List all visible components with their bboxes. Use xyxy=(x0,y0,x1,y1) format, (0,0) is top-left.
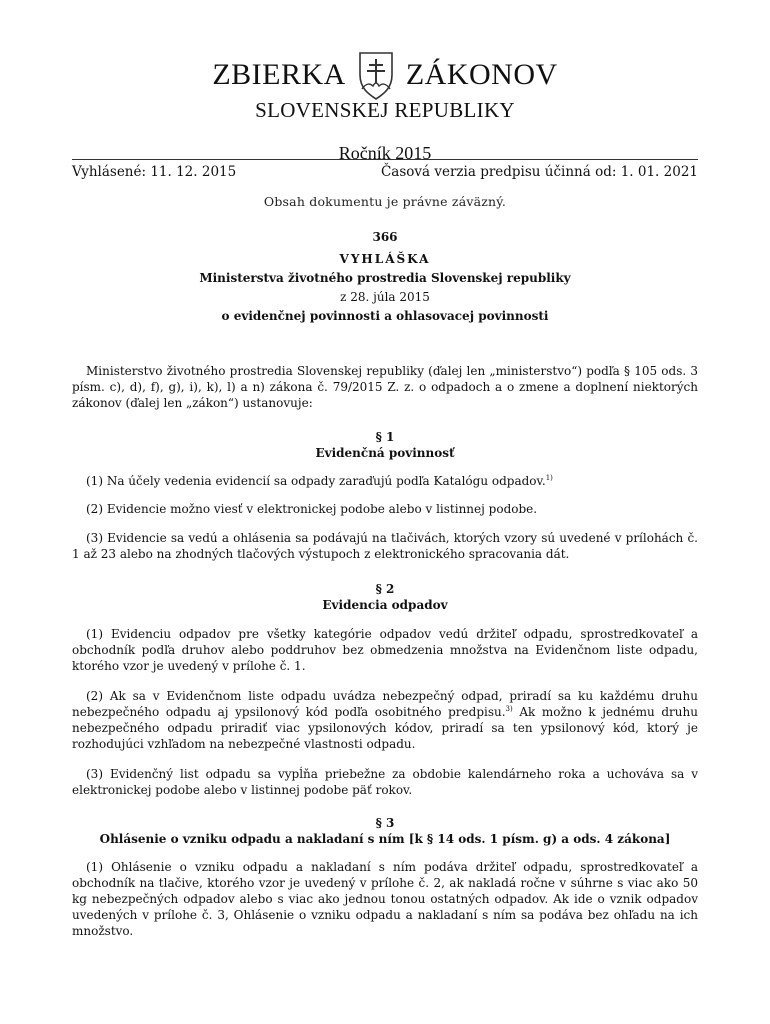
decree-title: o evidenčnej povinnosti a ohlasovacej povinnosti xyxy=(221,309,549,323)
section-title: Evidencia odpadov xyxy=(322,598,448,612)
published-date: Vyhlásené: 11. 12. 2015 xyxy=(72,164,237,180)
binding-note: Obsah dokumentu je právne záväzný. xyxy=(263,194,507,209)
paragraph: (1) Evidenciu odpadov pre všetky kategórie odpadov vedú držiteľ odpadu, sprostredkovateľ a obchodník podľa druhov alebo poddruhov bez obmedzenia množstva na Evidenčnom liste odpadu, ktorého vzor je uvedený v prílohe č. 1. xyxy=(72,627,698,673)
paragraph: (3) Evidenčný list odpadu sa vypĺňa priebežne za obdobie kalendárneho roka a uchováva sa v elektronickej podobe alebo v listinnej podobe päť rokov. xyxy=(72,767,698,797)
publication-meta xyxy=(72,164,698,180)
paragraph: (2) Evidencie možno viesť v elektronickej podobe alebo v listinnej podobe. xyxy=(86,502,538,516)
decree-number: 366 xyxy=(372,230,398,244)
section-title: Ohlásenie o vzniku odpadu a nakladaní s ním [k § 14 ods. 1 písm. g) a ods. 4 zákona] xyxy=(99,832,671,846)
decree-type: VYHLÁŠKA xyxy=(339,252,431,266)
masthead-subtitle: SLOVENSKEJ REPUBLIKY xyxy=(255,98,515,122)
paragraph: (1) Ohlásenie o vzniku odpadu a nakladaní s ním podáva držiteľ odpadu, sprostredkovateľ a obchodník na tlačive, ktorého vzor je uvedený v prílohe č. 2, ak nakladá ročne v súhrne s viac ako 50 kg nebezpečných odpadov alebo s viac ako jednou tonou ostatných odpadov. Ak ide o vznik odpadov uvedených v prílohe č. 3, Ohlásenie o vzniku odpadu a nakladaní s ním sa podáva bez ohľadu na ich množstvo. xyxy=(72,860,698,938)
masthead-word-left: ZBIERKA xyxy=(212,58,346,91)
volume-year: Ročník 2015 xyxy=(338,143,432,163)
section-title: Evidenčná povinnosť xyxy=(315,446,455,460)
slovak-coat-of-arms-icon xyxy=(356,49,396,101)
masthead-word-right: ZÁKONOV xyxy=(405,58,558,91)
decree-issuer: Ministerstva životného prostredia Slovenskej republiky xyxy=(199,271,571,285)
header-divider xyxy=(72,159,698,160)
intro-paragraph: Ministerstvo životného prostredia Slovenskej republiky (ďalej len „ministerstvo“) podľa § 105 ods. 3 písm. c), d), f), g), i), k), l) a n) zákona č. 79/2015 Z. z. o odpadoch a o zmene a doplnení niektorých zákonov (ďalej len „zákon“) ustanovuje: xyxy=(72,364,698,410)
section-number: § 1 xyxy=(375,430,395,444)
decree-date: z 28. júla 2015 xyxy=(340,290,430,304)
paragraph: (1) Na účely vedenia evidencií sa odpady zaraďujú podľa Katalógu odpadov.$^{1)}$ xyxy=(86,474,553,488)
version-effective-date: Časová verzia predpisu účinná od: 1. 01. 2021 xyxy=(380,164,698,180)
masthead xyxy=(0,46,770,164)
section-number: § 2 xyxy=(375,582,395,596)
section-number: § 3 xyxy=(375,816,395,830)
paragraph: (2) Ak sa v Evidenčnom liste odpadu uvádza nebezpečný odpad, priradí sa ku každému druhu nebezpečného odpadu aj ypsilonový kód podľa osobitného predpisu.$^{3)}$ Ak možno k jednému druhu nebezpečného odpadu priradiť viac ypsilonových kódov, priradí sa ten ypsilonový kód, ktorý je rozhodujúci vzhľadom na nebezpečné vlastnosti odpadu. xyxy=(72,689,698,751)
paragraph: (3) Evidencie sa vedú a ohlásenia sa podávajú na tlačivách, ktorých vzory sú uvedené v prílohách č. 1 až 23 alebo na zhodných tlačových výstupoch z elektronického spracovania dát. xyxy=(72,531,698,561)
